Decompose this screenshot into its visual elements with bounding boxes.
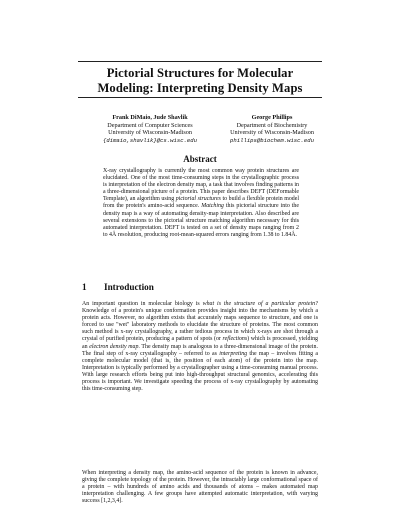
abstract-body [103,168,299,239]
author-department: Department of Biochemistry [236,121,308,129]
intro-paragraph-2: When interpreting a density map, the amino-acid sequence of the protein is known in advance, giving the complete topology of the protein. However, the intractably large conformational space of a protein – with hundreds of amino acids and thousands of atoms – makes automated map interpretation challenging. A few groups have attempted automatic interpretation, with varying success [1,2,3,4]. [82,470,318,505]
title-rule-bottom [78,97,322,98]
author-block-2 [212,114,332,144]
author-department: Department of Computer Sciences [107,121,193,129]
author-email: phillips@biochem.wisc.edu [230,136,314,144]
intro-paragraph-1 [82,301,318,393]
paragraph-emphasis: what is the structure of a particular protein? [202,301,319,307]
abstract-text: this pictorial structure into the density map is a way of automating density-map interpretation. Also described are several extensions to the pictorial structure matching algorithm necessary for this automated interpretation. DEFT is tested on a set of density maps ranging from 2 to 4Å resolution, producing root-mean-squared errors ranging from 1.38 to 1.84Å. [103,203,299,238]
abstract-text: to build a flexible protein model from the protein's amino-acid sequence. [103,196,299,210]
title-line-2: Modeling: Interpreting Density Maps [97,81,303,95]
author-block-1 [90,114,210,144]
abstract-term-matching: Matching [201,203,224,210]
abstract-term-pictorial-structures: pictorial structures [175,196,221,203]
author-names: Frank DiMaio, Jude Shavlik [112,114,188,121]
paragraph-emphasis: reflections [222,336,248,343]
paragraph-text: the map – involves fitting a complete molecular model (that is, the position of each atom) of the protein into the map. Interpretation is typically performed by a crystallographer using a time-consuming manual process. With large research efforts being put into high-throughput structural genomics, accelerating this process is important. We investigate speeding the process of x-ray crystallography by automating this time-consuming step. [82,350,318,393]
paragraph-text: An important question in molecular biology is [82,301,203,307]
author-university: University of Wisconsin-Madison [230,129,314,137]
title-rule-top [78,61,322,62]
paragraph-emphasis: electron density map [89,343,139,350]
section-heading-introduction [82,282,154,292]
section-number: 1 [82,282,87,292]
author-university: University of Wisconsin-Madison [108,129,192,137]
title-line-1: Pictorial Structures for Molecular [106,66,294,80]
author-names: George Phillips [251,114,293,121]
abstract-heading: Abstract [183,154,217,164]
paragraph-text: ) which is processed, yielding an [82,336,318,350]
paragraph-emphasis: interpreting [219,350,248,357]
abstract-text: X-ray crystallography is currently the most common way protein structures are elucidated. One of the most time-consuming steps in the crystallographic process is interpretation of the electron density map, a task that involves finding patterns in a three-dimensional picture of a protein. This paper describes DEFT (DEFormable Template), an algorithm using [103,168,299,203]
paragraph-text: . The density map is analogous to a three-dimensional image of the protein. The final step of x-ray crystallography – referred to as [82,343,318,357]
paper-title [60,66,340,96]
section-title: Introduction [104,282,154,292]
paragraph-text: Knowledge of a protein's unique conformation provides insight into the mechanisms by which a protein acts. However, no algorithm exists that accurately maps sequence to structure, and one is forced to use "wet" laboratory methods to elucidate the structure of proteins. The most common such method is x-ray crystallography, a rather tedious process in which x-rays are shot through a crystal of purified protein, producing a pattern of spots (or [82,308,318,343]
author-email: {dimaio,shavlik}@cs.wisc.edu [103,136,197,144]
